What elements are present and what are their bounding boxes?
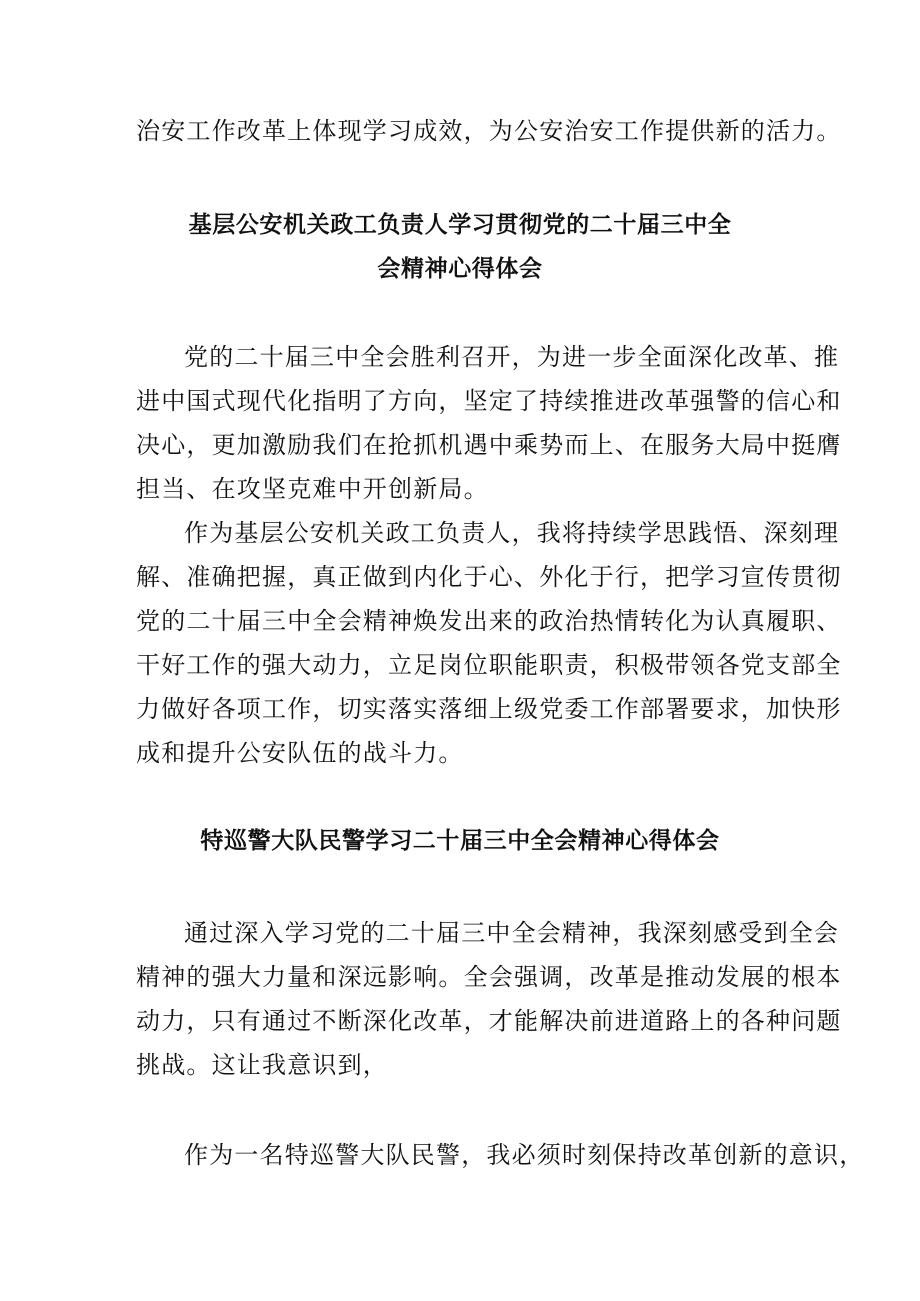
section1-title-line1: 基层公安机关政工负责人学习贯彻党的二十届三中全	[188, 212, 732, 238]
paragraph-line: 通过深入学习党的二十届三中全会精神，我深刻感受到全会	[184, 919, 840, 947]
paragraph-line: 作为一名特巡警大队民警，我必须时刻保持改革创新的意识，	[184, 1141, 865, 1169]
paragraph-line: 担当、在攻坚克难中开创新局。	[136, 475, 489, 503]
paragraph-line: 决心，更加激励我们在抢抓机遇中乘势而上、在服务大局中挺膺	[136, 431, 842, 459]
paragraph-line: 党的二十届三中全会精神焕发出来的政治热情转化为认真履职、	[136, 607, 842, 635]
paragraph-line: 精神的强大力量和深远影响。全会强调，改革是推动发展的根本	[136, 963, 842, 991]
paragraph-line: 动力，只有通过不断深化改革，才能解决前进道路上的各种问题	[136, 1007, 842, 1035]
paragraph-line: 党的二十届三中全会胜利召开，为进一步全面深化改革、推	[184, 343, 840, 371]
paragraph-line: 挑战。这让我意识到，	[136, 1051, 388, 1079]
paragraph-line: 作为基层公安机关政工负责人，我将持续学思践悟、深刻理	[184, 519, 840, 547]
intro-tail-line: 治安工作改革上体现学习成效，为公安治安工作提供新的活力。	[136, 117, 842, 145]
paragraph-line: 成和提升公安队伍的战斗力。	[136, 739, 464, 767]
section2-title: 特巡警大队民警学习二十届三中全会精神心得体会	[200, 828, 720, 854]
section1-title-line2: 会精神心得体会	[377, 256, 543, 282]
paragraph-line: 力做好各项工作，切实落实落细上级党委工作部署要求，加快形	[136, 695, 842, 723]
paragraph-line: 进中国式现代化指明了方向，坚定了持续推进改革强警的信心和	[136, 387, 842, 415]
paragraph-line: 干好工作的强大动力，立足岗位职能职责，积极带领各党支部全	[136, 651, 842, 679]
paragraph-line: 解、准确把握，真正做到内化于心、外化于行，把学习宣传贯彻	[136, 563, 842, 591]
